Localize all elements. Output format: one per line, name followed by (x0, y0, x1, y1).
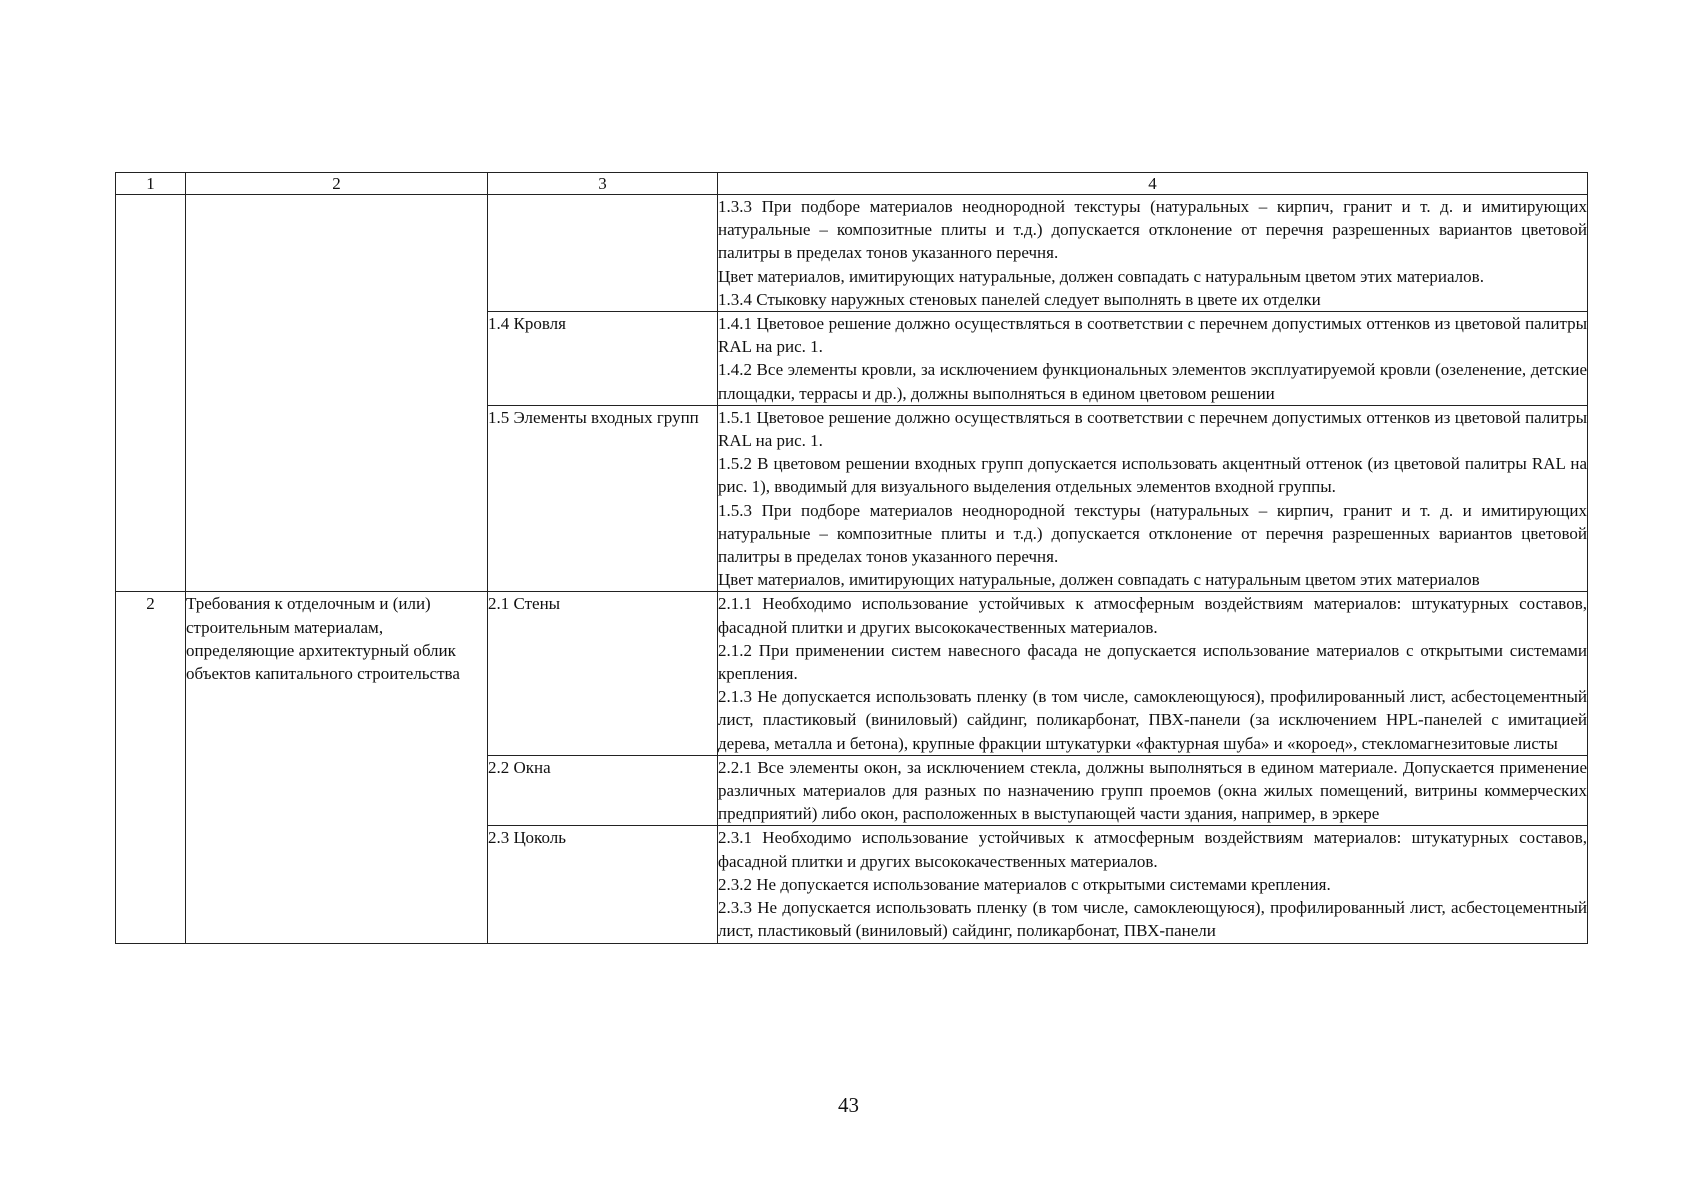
requirements-table (115, 172, 1588, 944)
element-cell: 2.3 Цоколь (488, 826, 718, 943)
requirement-text-cell (718, 826, 1588, 943)
requirement-text-cell (718, 312, 1588, 406)
requirement-group-cell: Требования к отделочным и (или) строительным материалам, определяющие архитектурный облик объектов капитального строительства (186, 592, 488, 943)
table-row (116, 592, 1588, 755)
requirement-paragraph: 1.4.2 Все элементы кровли, за исключением функциональных элементов эксплуатируемой кровли (озеленение, детские площадки, террасы и др.), должны выполняться в едином цветовом решении (718, 360, 1587, 403)
requirement-paragraph: 2.1.2 При применении систем навесного фасада не допускается использование материалов с открытыми системами крепления. (718, 640, 1587, 684)
requirement-paragraph: 2.2.1 Все элементы окон, за исключением стекла, должны выполняться в едином материале. Допускается применение различных материалов для разных по назначению групп проемов (окна жилых помещений, витрины коммерческих предприятий) либо окон, расположенных в выступающей части здания, например, в эркере (718, 757, 1587, 824)
element-cell (488, 195, 718, 312)
requirement-paragraph: Цвет материалов, имитирующих натуральные, должен совпадать с натуральным цветом этих материалов (718, 570, 1480, 590)
table-row (116, 195, 1588, 312)
row-number-cell (116, 195, 186, 592)
page-number: 43 (838, 1093, 859, 1117)
requirement-text-cell (718, 592, 1588, 755)
requirement-paragraph: 1.3.4 Стыковку наружных стеновых панелей следует выполнять в цвете их отделки (718, 289, 1321, 309)
requirement-paragraph: 1.5.2 В цветовом решении входных групп допускается использовать акцентный оттенок (из цветовой палитры RAL на рис. 1), вводимый для визуального выделения отдельных элементов входной группы. (718, 454, 1587, 497)
requirement-paragraph: 2.1.1 Необходимо использование устойчивых к атмосферным воздействиям материалов: штукатурных составов, фасадной плитки и других высококачественных материалов. (718, 594, 1587, 637)
header-col-3: 3 (488, 173, 718, 195)
requirement-paragraph: 2.3.1 Необходимо использование устойчивых к атмосферным воздействиям материалов: штукатурных составов, фасадной плитки и других высококачественных материалов. (718, 828, 1587, 871)
element-cell: 2.1 Стены (488, 592, 718, 755)
requirement-paragraph: 1.3.3 При подборе материалов неоднородной текстуры (натуральных – кирпич, гранит и т. д. и имитирующих натуральные – композитные плиты и т.д.) допускается отклонение от перечня разрешенных вариантов цветовой палитры в пределах тонов указанного перечня. (718, 197, 1587, 263)
header-col-4: 4 (718, 173, 1588, 195)
requirement-text-cell (718, 405, 1588, 592)
requirement-paragraph: Цвет материалов, имитирующих натуральные, должен совпадать с натуральным цветом этих материалов. (718, 266, 1484, 286)
element-cell: 1.5 Элементы входных групп (488, 405, 718, 592)
element-cell: 2.2 Окна (488, 755, 718, 826)
requirement-paragraph: 2.3.2 Не допускается использование материалов с открытыми системами крепления. (718, 874, 1331, 894)
table-header-row (116, 173, 1588, 195)
row-number-cell: 2 (116, 592, 186, 943)
requirement-text-cell (718, 195, 1588, 312)
header-col-1: 1 (116, 173, 186, 195)
requirement-group-cell (186, 195, 488, 592)
requirement-paragraph: 1.4.1 Цветовое решение должно осуществляться в соответствии с перечнем допустимых оттенков из цветовой палитры RAL на рис. 1. (718, 314, 1587, 357)
requirement-paragraph: 2.1.3 Не допускается использовать пленку (в том числе, самоклеющуюся), профилированный лист, асбестоцементный лист, пластиковый (виниловый) сайдинг, поликарбонат, ПВХ-панели (за исключением HPL-панелей с имитацией дерева, металла и бетона), крупные фракции штукатурки «фактурная шуба» и «короед», стекломагнезитовые листы (718, 687, 1587, 753)
header-col-2: 2 (186, 173, 488, 195)
requirement-text-cell (718, 755, 1588, 826)
requirement-paragraph: 1.5.1 Цветовое решение должно осуществляться в соответствии с перечнем допустимых оттенков из цветовой палитры RAL на рис. 1. (718, 407, 1587, 451)
requirement-paragraph: 2.3.3 Не допускается использовать пленку (в том числе, самоклеющуюся), профилированный лист, асбестоцементный лист, пластиковый (виниловый) сайдинг, поликарбонат, ПВХ-панели (718, 898, 1587, 941)
element-cell: 1.4 Кровля (488, 312, 718, 406)
requirement-paragraph: 1.5.3 При подборе материалов неоднородной текстуры (натуральных – кирпич, гранит и т. д. и имитирующих натуральные – композитные плиты и т.д.) допускается отклонение от перечня разрешенных вариантов цветовой палитры в пределах тонов указанного перечня. (718, 500, 1587, 567)
